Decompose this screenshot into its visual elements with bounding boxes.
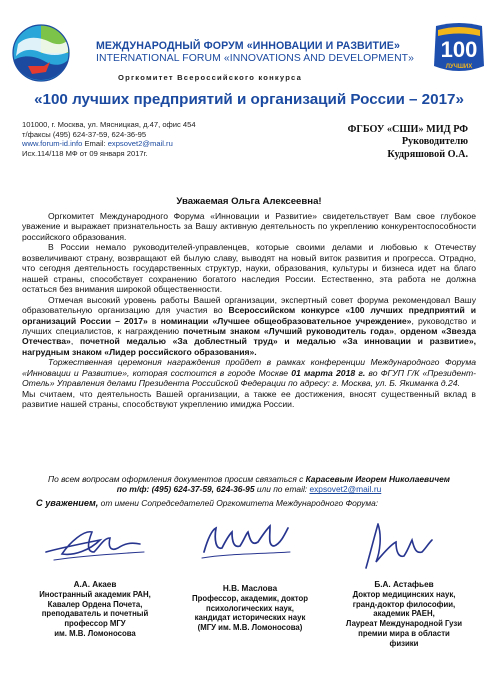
recipient-name: Кудряшовой О.А. (387, 148, 468, 160)
contact-line-2: по т/ф: (495) 624-37-59, 624-36-95 или по email: expsovet2@mail.ru (116, 484, 382, 495)
forum-title-ru: МЕЖДУНАРОДНЫЙ ФОРУМ «ИННОВАЦИИ И РАЗВИТИЕ» (96, 40, 400, 52)
signature-maslova-icon (196, 518, 296, 564)
badge-100-icon (428, 22, 490, 80)
badge-caption: ЛУЧШИХ (445, 64, 473, 70)
email-prefix: Email: (82, 139, 108, 149)
forum-title-en: INTERNATIONAL FORUM «INNOVATIONS AND DEVELOPMENT» (96, 53, 415, 64)
recipient-block (348, 124, 468, 161)
letter-body (22, 211, 476, 410)
signer-maslova: Н.В. Маслова Профессор, академик, доктор психологических наук, кандидат исторических наук (МГУ им. М.В. Ломоносова) (191, 584, 309, 633)
contact-line-1: По всем вопросам оформления документов просим связаться с Карасевым Игорем Николаевичем (48, 474, 450, 484)
email-link[interactable]: expsovet2@mail.ru (107, 139, 173, 149)
signature-akaev-icon (40, 522, 150, 566)
greeting: Уважаемая Ольга Алексеевна! (176, 196, 322, 207)
signer-astafiev: Б.А. Астафьев Доктор медицинских наук, гранд-доктор философии, академик РАЕН, Лауреат Международной Гузи премии мира в области физики (345, 580, 463, 648)
paragraph-5: Мы считаем, что деятельность Вашей организации, а также ее достижения, вносят существенный вклад в развитие нашей страны, способствуют укреплению имиджа России. (22, 388, 476, 410)
badge-number: 100 (440, 37, 478, 62)
paragraph-4: Торжественная церемония награждения пройдет в рамках конференции Международного Форума «Инновации и Развитие», которая состоится в городе Москве 01 марта 2018 г. во ФГУП Г/К «Президент-Отель» Управления делами Президента Российской Федерации по адресу: г. Москва, ул. Б. Якиманка д.24. (22, 357, 476, 389)
paragraph-3: Отмечая высокий уровень работы Вашей организации, экспертный совет форума рекомендовал Вашу образовательную организацию для участия во Всероссийском конкурсе «100 лучших предприятий и организаций России – 2017» в номинации «Лучшее общеобразовательное учреждение», руководство и лучших специалистов, к награждению почетным знаком «Лучший руководитель года», орденом «Звезда Отечества», почетной медалью «За доблестный труд» и медалью «За инновации и развитие», нагрудным знаком «Лидер российского образования». (22, 294, 477, 357)
address-line: 101000, г. Москва, ул. Мясницкая, д.47, офис 454 (22, 120, 196, 129)
recipient-position: Руководителю (401, 136, 468, 148)
phone-line: т/факсы (495) 624-37-59, 624-36-95 (22, 129, 147, 139)
site-link[interactable]: www.forum-id.info (22, 139, 83, 149)
globe-logo-icon (10, 22, 72, 84)
contact-email-link[interactable]: expsovet2@mail.ru (309, 484, 382, 495)
sender-address (22, 120, 196, 158)
outgoing-number: Исх.114/118 МФ от 09 января 2017г. (22, 148, 148, 158)
contest-title: «100 лучших предприятий и организаций России – 2017» (34, 91, 464, 108)
contact-block (22, 474, 476, 495)
signer-akaev: А.А. Акаев Иностранный академик РАН, Кавалер Ордена Почета, преподаватель и почетный профессор МГУ им. М.В. Ломоносова (39, 580, 151, 638)
closing-line: С уважением, от имени Сопредседателей Оргкомитета Международного Форума: (36, 498, 379, 508)
site-email-line (22, 139, 196, 149)
signature-astafiev-icon (356, 518, 436, 574)
orgcomittee-line: Оргкомитет Всероссийского конкурса (118, 73, 302, 82)
paragraph-2: В России немало руководителей-управленцев, которые своими делами и любовью к Отечеству возвеличивают страну, возвращают ей былую славу, выводят на новый виток развития и прогресса. Отрадно, что сегодня деятельность государственных структур, науки, образования, культуры и бизнеса идет на благо нашей страны, способствует сохранению богатого наследия России. Естественно, эта работа не должна остаться без внимания широкой общественности. (22, 242, 476, 295)
recipient-org: ФГБОУ «СШИ» МИД РФ (347, 124, 468, 135)
paragraph-1: Оргкомитет Международного Форума «Инновации и Развитие» свидетельствует Вам свое глубокое уважение и выражает признательность за Вашу активную деятельность по укреплению конкурентоспособности российского образования. (22, 211, 476, 242)
